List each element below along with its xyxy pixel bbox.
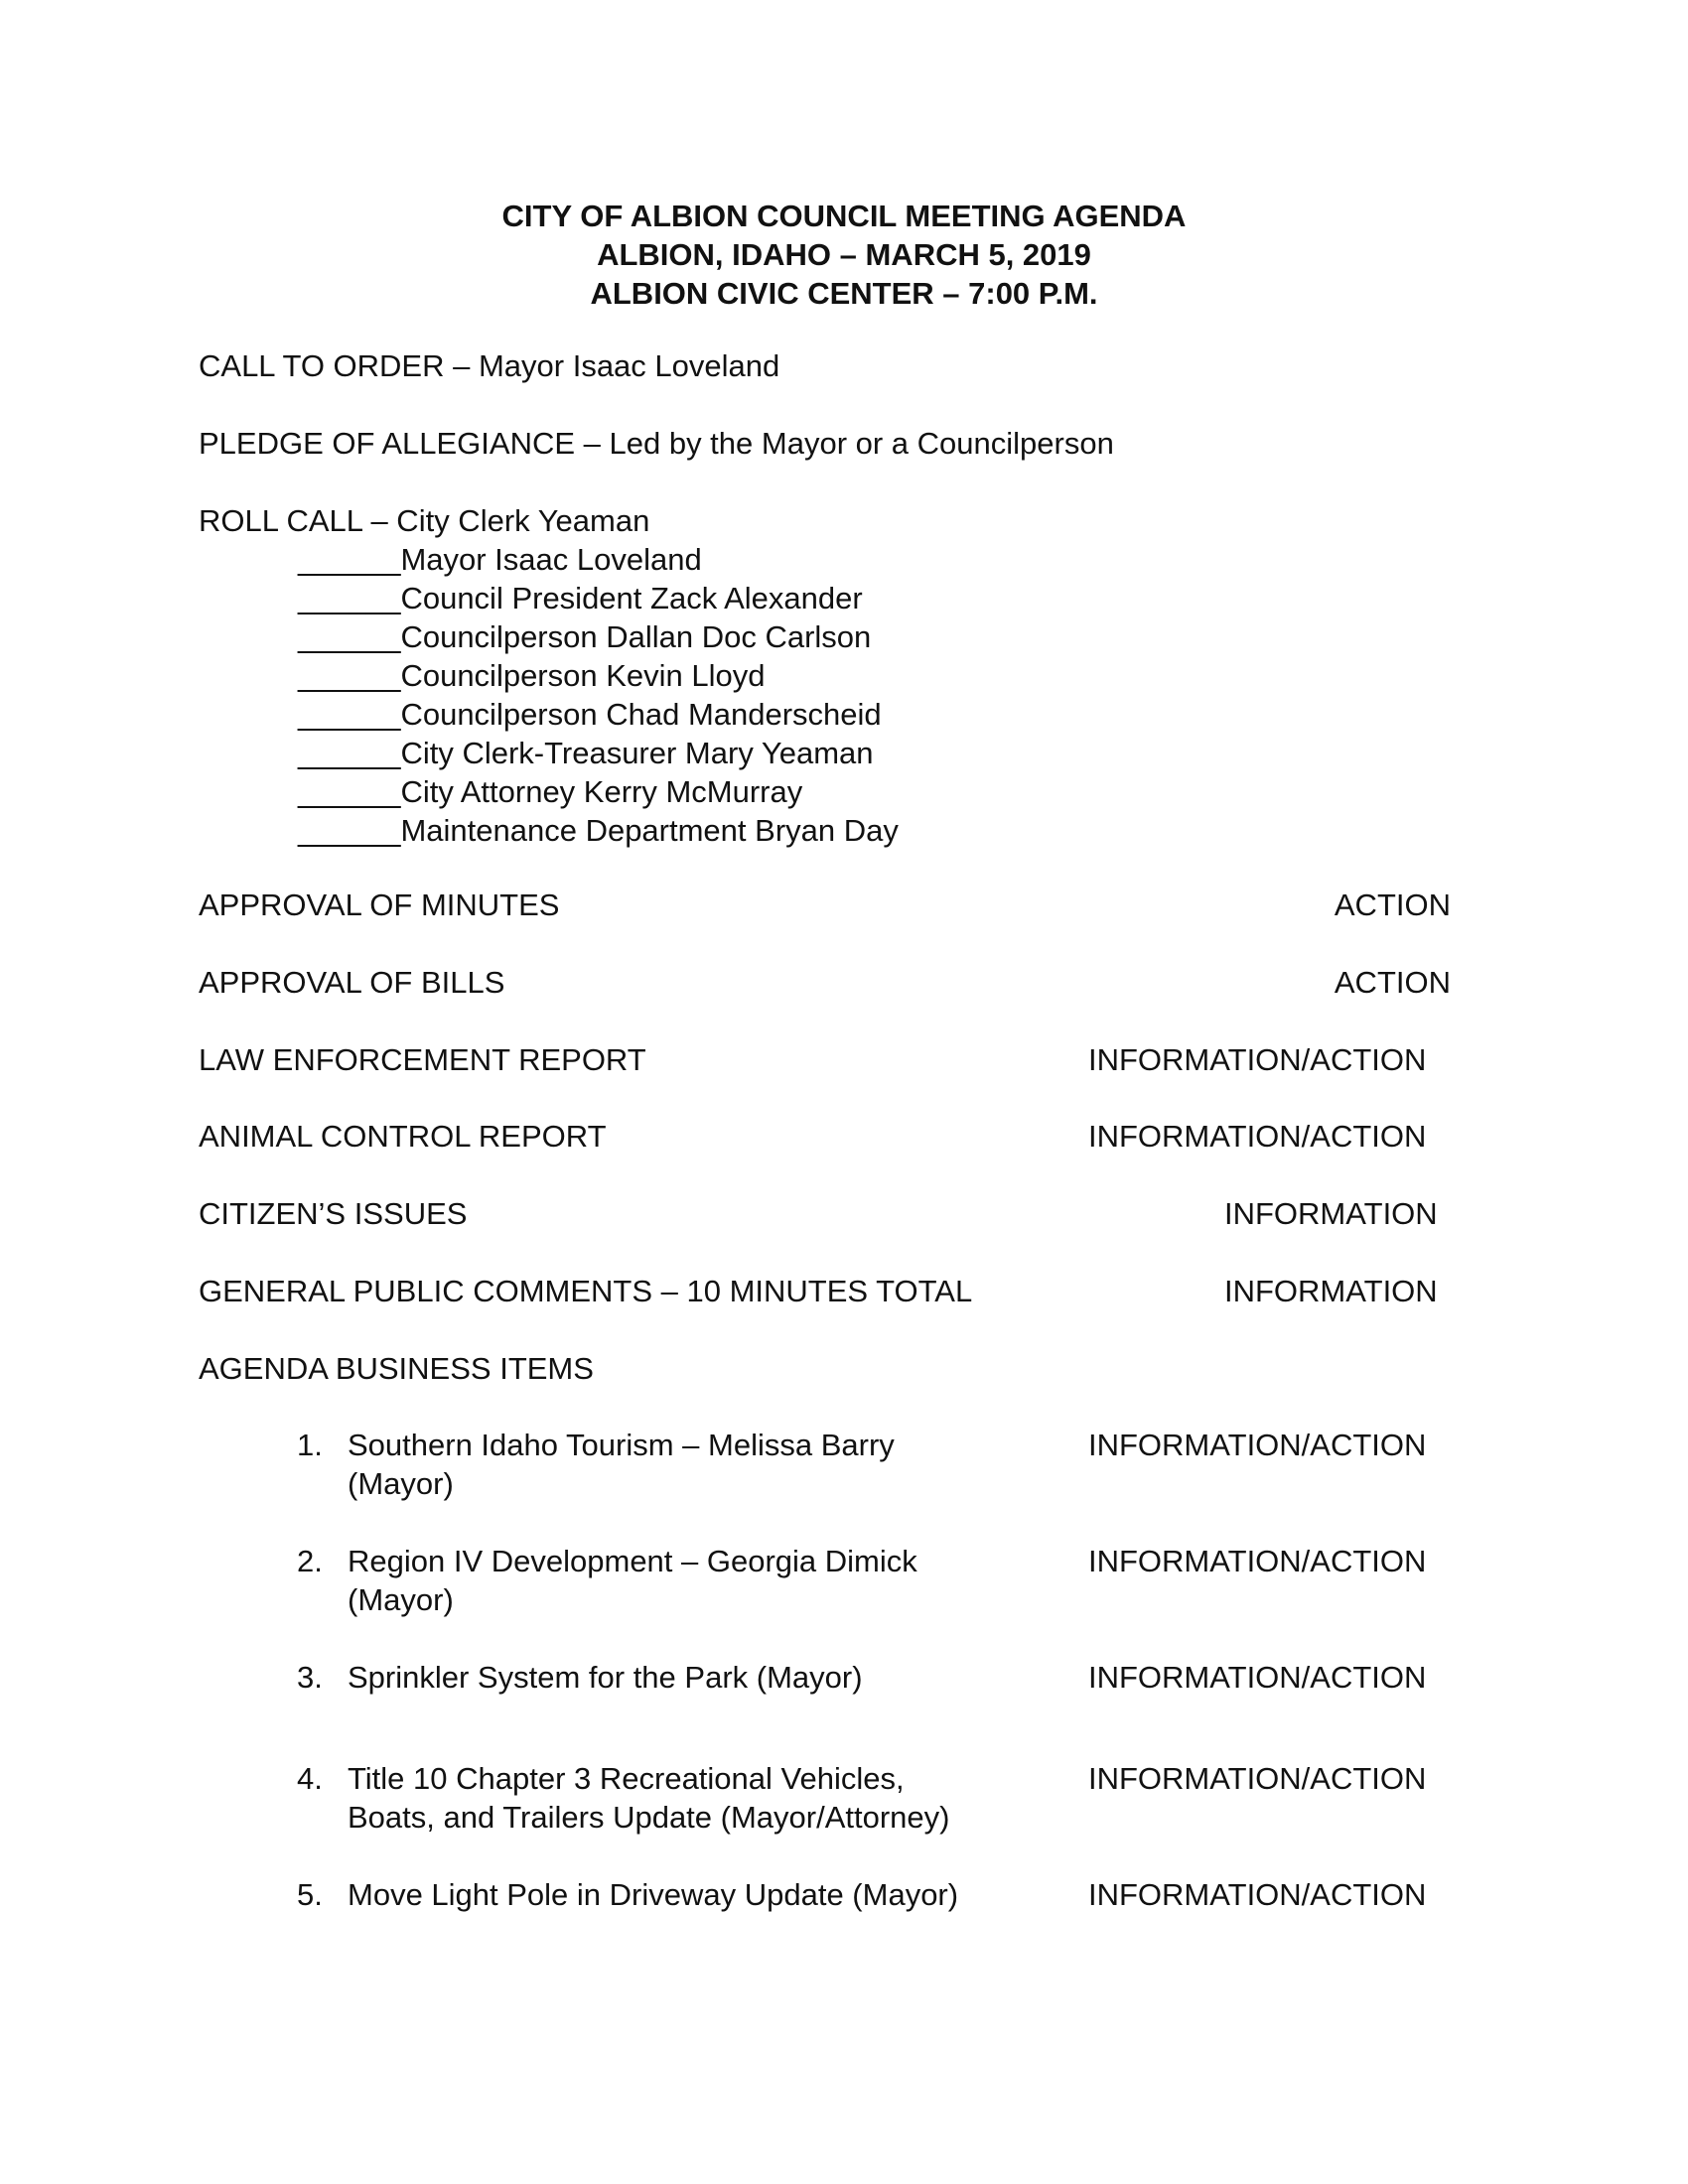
agenda-header — [0, 197, 1688, 313]
business-item-status: INFORMATION/ACTION — [1088, 1544, 1427, 1578]
agenda-item-status: INFORMATION/ACTION — [1088, 1119, 1427, 1154]
business-item-title: Southern Idaho Tourism – Melissa Barry — [348, 1428, 895, 1462]
business-item-status: INFORMATION/ACTION — [1088, 1761, 1427, 1796]
business-item-number: 5. — [297, 1877, 323, 1912]
business-items-heading: AGENDA BUSINESS ITEMS — [199, 1351, 594, 1386]
agenda-item-label: CITIZEN’S ISSUES — [199, 1196, 468, 1231]
roll-call-entry: ______Maintenance Department Bryan Day — [298, 813, 899, 848]
business-item-title-cont: (Mayor) — [348, 1466, 454, 1501]
agenda-venue-time: ALBION CIVIC CENTER – 7:00 P.M. — [590, 276, 1098, 311]
agenda-item-status: INFORMATION — [1224, 1274, 1438, 1308]
business-item-title: Sprinkler System for the Park (Mayor) — [348, 1660, 863, 1695]
business-item-number: 2. — [297, 1544, 323, 1578]
business-item-status: INFORMATION/ACTION — [1088, 1660, 1427, 1695]
business-item-number: 4. — [297, 1761, 323, 1796]
business-item-status: INFORMATION/ACTION — [1088, 1877, 1427, 1912]
agenda-item-label: APPROVAL OF MINUTES — [199, 887, 560, 922]
agenda-title: CITY OF ALBION COUNCIL MEETING AGENDA — [501, 199, 1187, 233]
business-item-number: 3. — [297, 1660, 323, 1695]
roll-call-entry: ______Councilperson Chad Manderscheid — [298, 697, 882, 732]
business-item-title-cont: Boats, and Trailers Update (Mayor/Attorney) — [348, 1800, 950, 1835]
business-item-title: Title 10 Chapter 3 Recreational Vehicles, — [348, 1761, 905, 1796]
call-to-order: CALL TO ORDER – Mayor Isaac Loveland — [199, 348, 780, 383]
agenda-item-label: ANIMAL CONTROL REPORT — [199, 1119, 607, 1154]
roll-call-heading: ROLL CALL – City Clerk Yeaman — [199, 503, 650, 538]
agenda-item-status: ACTION — [1334, 965, 1451, 1000]
agenda-item-label: GENERAL PUBLIC COMMENTS – 10 MINUTES TOTAL — [199, 1274, 973, 1308]
business-item-title-cont: (Mayor) — [348, 1582, 454, 1617]
business-item-title: Move Light Pole in Driveway Update (Mayor) — [348, 1877, 959, 1912]
business-item-number: 1. — [297, 1428, 323, 1462]
agenda-item-status: INFORMATION/ACTION — [1088, 1042, 1427, 1077]
agenda-item-label: LAW ENFORCEMENT REPORT — [199, 1042, 646, 1077]
roll-call-entry: ______Councilperson Kevin Lloyd — [298, 658, 766, 693]
business-item-title: Region IV Development – Georgia Dimick — [348, 1544, 917, 1578]
roll-call-entry: ______Council President Zack Alexander — [298, 581, 863, 615]
business-item-status: INFORMATION/ACTION — [1088, 1428, 1427, 1462]
agenda-location-date: ALBION, IDAHO – MARCH 5, 2019 — [597, 237, 1091, 272]
agenda-item-status: INFORMATION — [1224, 1196, 1438, 1231]
agenda-item-label: APPROVAL OF BILLS — [199, 965, 505, 1000]
roll-call-entry: ______City Clerk-Treasurer Mary Yeaman — [298, 736, 874, 770]
roll-call-entry: ______City Attorney Kerry McMurray — [298, 774, 803, 809]
roll-call-entry: ______Councilperson Dallan Doc Carlson — [298, 619, 872, 654]
agenda-item-status: ACTION — [1334, 887, 1451, 922]
roll-call-entry: ______Mayor Isaac Loveland — [298, 542, 702, 577]
pledge-of-allegiance: PLEDGE OF ALLEGIANCE – Led by the Mayor or a Councilperson — [199, 426, 1114, 461]
